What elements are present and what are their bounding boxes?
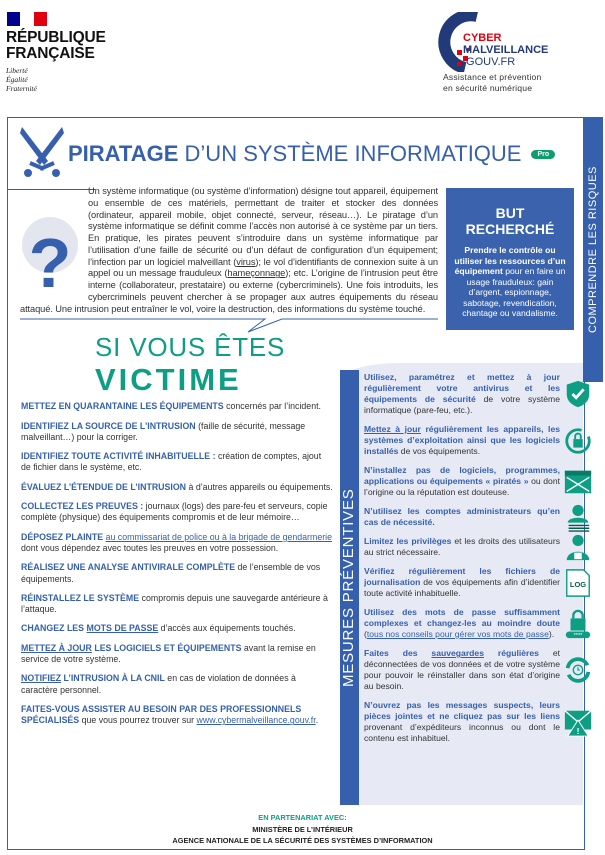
victim-action-item xyxy=(21,562,333,585)
republique-francaise-logo xyxy=(6,30,106,62)
item-text: LES LOGICIELS ET ÉQUIPEMENTS xyxy=(91,642,242,653)
preventive-measure-item xyxy=(364,607,560,640)
item-text: Vérifiez régulièrement les fichiers de journalisation xyxy=(364,566,560,587)
preventive-title-text: MESURES PRÉVENTIVES xyxy=(340,488,357,687)
svg-text:!: ! xyxy=(576,726,580,737)
victim-action-item xyxy=(21,532,333,555)
cm-tagline xyxy=(443,72,541,94)
item-text: avant la remise en service de votre système. xyxy=(21,642,316,664)
victim-action-item xyxy=(21,401,333,412)
inline-link[interactable]: NOTIFIEZ xyxy=(21,673,62,684)
item-text: N’utilisez les comptes administrateurs qu’en cas de nécessité. xyxy=(364,506,560,527)
victim-action-item xyxy=(21,482,333,493)
preventive-measure-item xyxy=(364,424,560,457)
title-rest: D’UN SYSTÈME INFORMATIQUE xyxy=(178,141,522,166)
victim-action-item xyxy=(21,593,333,616)
goal-title-2: RECHERCHÉ xyxy=(465,221,555,237)
preventive-measure-item xyxy=(364,506,560,528)
footer xyxy=(0,812,605,847)
item-text: de vos équipements. xyxy=(398,446,481,456)
rf-line-2: FRANÇAISE xyxy=(6,45,95,62)
item-text: provenant d’expéditeurs inconnus ou dont le contenu est inhabituel. xyxy=(364,722,560,743)
motto xyxy=(6,66,37,93)
item-text: journaux (logs) des pare-feu et serveurs, copie complète (physique) des équipements compromis et de leur mémoire… xyxy=(21,501,328,523)
item-text: Utilisez des mots de passe suffisamment complexes et changez-les au moindre doute xyxy=(364,607,560,628)
preventive-title xyxy=(340,370,359,805)
item-text: de votre système informatique (pare-feu, etc.). xyxy=(364,394,560,415)
inline-link[interactable]: sauvegardes xyxy=(431,648,484,658)
goal-text-bold: Prendre le contrôle ou utiliser les ressources d’un équipement xyxy=(454,245,566,276)
item-text: COLLECTEZ LES PREUVES : xyxy=(21,501,144,512)
item-text: et les droits des utilisateurs au strict nécessaire. xyxy=(364,536,560,557)
victim-action-item xyxy=(21,673,333,696)
preventive-measure-item xyxy=(364,465,560,498)
svg-text:?: ? xyxy=(28,224,72,295)
victim-action-item xyxy=(21,421,333,444)
item-text: ). xyxy=(548,629,555,639)
item-text: RÉALISEZ UNE ANALYSE ANTIVIRALE COMPLÈTE xyxy=(21,562,236,573)
item-text: concernés par l’incident. xyxy=(223,401,321,412)
svg-text:LOG: LOG xyxy=(569,579,587,589)
partner-anssi: AGENCE NATIONALE DE LA SÉCURITÉ DES SYSTÈMES D’INFORMATION xyxy=(172,836,433,845)
rf-line-1: RÉPUBLIQUE xyxy=(6,29,106,46)
cm-gouv: .GOUV.FR xyxy=(463,56,516,68)
cybermalveillance-wordmark xyxy=(463,32,548,68)
title-bold: PIRATAGE xyxy=(68,141,179,166)
callout-line xyxy=(20,317,438,333)
victim-action-item xyxy=(21,451,333,474)
item-text: RÉINSTALLEZ LE SYSTÈME xyxy=(21,592,140,603)
goal-box xyxy=(446,188,574,330)
item-text: ÉVALUEZ L’ÉTENDUE DE L’INTRUSION xyxy=(21,481,187,492)
item-text: Utilisez, paramétrez et mettez à jour régulièrement votre antivirus et les équipements de sécurité xyxy=(364,372,560,404)
item-text: Limitez les privilèges xyxy=(364,536,452,546)
pro-badge: Pro xyxy=(531,150,555,159)
hameconnage-link[interactable]: hameçonnage xyxy=(227,268,286,279)
victim-actions-list xyxy=(21,401,333,726)
victim-heading-1: SI VOUS ÊTES xyxy=(95,332,286,363)
item-text: IDENTIFIEZ LA SOURCE DE L’INTRUSION xyxy=(21,420,196,431)
intro-text-2: ); le vol d’identifiants de connexion suite à un appel ou un message frauduleux ( xyxy=(88,256,438,279)
preventive-measure-item xyxy=(364,566,560,599)
item-text: compromis depuis une sauvegarde antérieure à l’attaque. xyxy=(21,592,328,615)
cm-malveillance: MALVEILLANCE xyxy=(463,44,549,56)
victim-action-item xyxy=(21,501,333,524)
victim-action-item xyxy=(21,643,333,666)
item-text: de l’ensemble de vos équipements. xyxy=(21,562,321,584)
item-text: d’accès aux équipements touchés. xyxy=(158,623,296,634)
item-text: N’installez pas de logiciels, programmes, applications ou équipements « piratés » xyxy=(364,465,560,486)
cm-tagline-1: Assistance et prévention xyxy=(443,72,542,82)
preventive-measure-item xyxy=(364,648,560,692)
intro-text-3: ); etc. L’origine de l’intrusion peut être interne (collaborateur, prestataire) ou externe (cybercriminels). Une fois introduits, les cybercriminels peuvent chercher à se propager aux autres équipements du réseau attaqué. Une intrusion peut entraîner le vol, voire la destruction, des informations du système touché. xyxy=(20,268,438,314)
item-text: IDENTIFIEZ TOUTE ACTIVITÉ INHABITUELLE : xyxy=(21,451,216,462)
inline-link[interactable]: www.cybermalveillance.gouv.fr xyxy=(196,715,316,726)
victim-action-item xyxy=(21,704,333,727)
goal-text xyxy=(446,245,574,319)
motto-fraternite: Fraternité xyxy=(6,84,37,93)
preventive-measures-list xyxy=(364,372,560,752)
marianne-flag-logo xyxy=(7,12,47,26)
goal-title xyxy=(446,205,574,237)
item-text: ou dont l’origine ou la réputation est douteuse. xyxy=(364,476,561,497)
inline-link[interactable]: MOTS DE PASSE xyxy=(86,623,159,634)
inline-link[interactable]: Mettez à jour xyxy=(364,424,421,434)
preventive-measure-item xyxy=(364,372,560,416)
inline-link[interactable]: au commissariat de police ou à la brigade de gendarmerie xyxy=(105,531,332,542)
victim-heading-2: VICTIME xyxy=(95,362,242,398)
victim-action-item xyxy=(21,623,333,634)
partner-label: EN PARTENARIAT AVEC: xyxy=(258,813,347,822)
item-text: que vous pourrez trouver sur xyxy=(79,715,197,726)
goal-title-1: BUT xyxy=(495,205,525,221)
item-text: ( xyxy=(364,629,367,639)
item-text: METTEZ EN QUARANTAINE LES ÉQUIPEMENTS xyxy=(21,401,224,412)
item-text: création de comptes, ajout de fichier dans le système, etc. xyxy=(21,451,322,473)
preventive-measure-item xyxy=(364,700,560,744)
item-text: (faille de sécurité, message malveillant…) pour la corriger. xyxy=(21,420,306,442)
intro-text-1: Un système informatique (ou système d’information) désigne tout appareil, équipement ou ensemble de ces matériels, permettant de traiter et stocker des données (ordinateur, appareil mobile, objet connecté, serveur, réseau…). Le piratage d’un système informatique se définit comme l’accès non autorisé à ce système par un tiers. En pratique, les pirates peuvent s’introduire dans un système informatique par l’utilisation d’une faille de sécurité ou d’un défaut de configuration d’un équipement; l’infection par un logiciel malveillant ( xyxy=(88,186,438,267)
preventive-measure-item xyxy=(364,536,560,558)
item-text: Faites des xyxy=(364,648,432,658)
inline-link[interactable]: tous nos conseils pour gérer vos mots de passe xyxy=(366,629,549,639)
item-text: DÉPOSEZ PLAINTE xyxy=(21,531,104,542)
item-text: . xyxy=(315,715,319,726)
motto-liberte: Liberté xyxy=(6,66,28,75)
partner-ministere: MINISTÈRE DE L’INTÉRIEUR xyxy=(252,824,353,834)
page-title xyxy=(68,141,521,167)
item-text: N’ouvrez pas les messages suspects, leurs pièces jointes et ne cliquez pas sur les liens xyxy=(364,700,560,721)
item-text: régulières xyxy=(483,648,539,658)
item-text: à d’autres appareils ou équipements. xyxy=(186,481,333,492)
item-text: L’INTRUSION À LA CNIL xyxy=(61,673,165,684)
item-text: dont vous dépendez avec toutes les preuves en votre possession. xyxy=(21,542,279,553)
title-row xyxy=(68,141,573,167)
svg-text:****: **** xyxy=(573,632,583,639)
item-text: de vos équipements afin d’identifier toute activité inhabituelle. xyxy=(364,577,560,598)
item-text: CHANGEZ LES xyxy=(21,623,87,634)
item-text: en cas de violation de données à caractère personnel. xyxy=(21,673,296,695)
motto-egalite: Égalité xyxy=(6,75,28,84)
cm-cyber: CYBER xyxy=(463,32,502,44)
item-text: FAITES-VOUS ASSISTER AU BESOIN PAR DES PROFESSIONNELS SPÉCIALISÉS xyxy=(21,703,302,726)
item-text: régulièrement les appareils, les systèmes d’exploitation ainsi que les logiciels installés xyxy=(364,424,560,456)
inline-link[interactable]: METTEZ À JOUR xyxy=(21,642,92,653)
item-text: et déconnectées de vos données et de votre système pour pouvoir le réinstaller dans son état d’origine au besoin. xyxy=(364,648,561,691)
crossed-swords-icon xyxy=(18,125,66,180)
cm-tagline-2: en sécurité numérique xyxy=(443,83,533,93)
goal-text-rest: pour en faire un usage frauduleux: gain d’argent, espionnage, sabotage, revendication, chantage ou vandalisme. xyxy=(462,266,566,318)
virus-link[interactable]: virus xyxy=(236,256,256,267)
intro-paragraph xyxy=(20,186,438,315)
side-tab-comprendre: COMPRENDRE LES RISQUES xyxy=(583,117,603,382)
